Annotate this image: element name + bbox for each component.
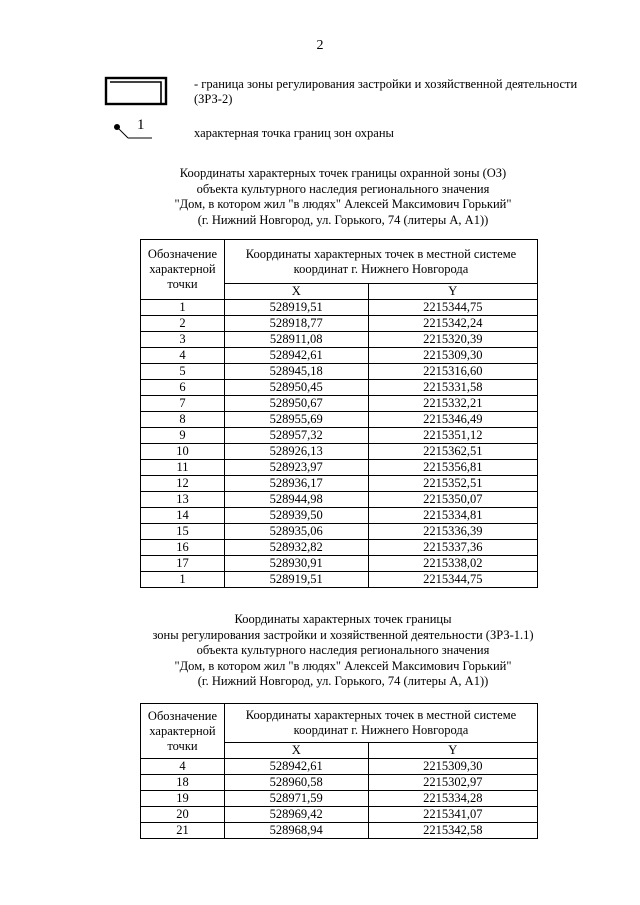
point-number-cell: 8 [141,412,225,428]
point-number-cell: 2 [141,316,225,332]
x-coordinate-cell: 528923,97 [224,460,368,476]
characteristic-point-icon [112,121,154,145]
point-number-cell: 18 [141,775,225,791]
legend-zone-text: - граница зоны регулирования застройки и хозяйственной деятельности (ЗРЗ-2) [194,77,578,106]
legend-point-text: характерная точка границ зон охраны [194,126,394,140]
x-coordinate-cell: 528911,08 [224,332,368,348]
table-row [141,759,538,775]
point-number-cell: 21 [141,823,225,839]
x-coordinate-cell: 528944,98 [224,492,368,508]
x-coordinate-cell: 528950,45 [224,380,368,396]
y-coordinate-cell: 2215316,60 [368,364,538,380]
x-coordinate-cell: 528919,51 [224,572,368,588]
point-number-cell: 14 [141,508,225,524]
y-coordinate-cell: 2215344,75 [368,572,538,588]
point-number-cell: 11 [141,460,225,476]
table-row [141,508,538,524]
table-row [141,364,538,380]
caption-line: (г. Нижний Новгород, ул. Горького, 74 (литеры А, А1)) [197,674,489,688]
y-coordinate-cell: 2215342,24 [368,316,538,332]
x-coordinate-cell: 528919,51 [224,300,368,316]
header-coords: Координаты характерных точек в местной системе координат г. Нижнего Новгорода [224,240,537,284]
header-y: Y [368,284,538,300]
y-coordinate-cell: 2215352,51 [368,476,538,492]
y-coordinate-cell: 2215341,07 [368,807,538,823]
header-x: X [224,284,368,300]
x-coordinate-cell: 528969,42 [224,807,368,823]
point-number-cell: 15 [141,524,225,540]
header-coords: Координаты характерных точек в местной системе координат г. Нижнего Новгорода [224,704,537,743]
y-coordinate-cell: 2215334,81 [368,508,538,524]
x-coordinate-cell: 528942,61 [224,348,368,364]
y-coordinate-cell: 2215356,81 [368,460,538,476]
y-coordinate-cell: 2215350,07 [368,492,538,508]
caption-line: объекта культурного наследия регионального значения [196,181,490,196]
table-row [141,412,538,428]
point-number-cell: 4 [141,759,225,775]
x-coordinate-cell: 528936,17 [224,476,368,492]
y-coordinate-cell: 2215331,58 [368,380,538,396]
y-coordinate-cell: 2215320,39 [368,332,538,348]
caption-line: Координаты характерных точек границы охранной зоны (ОЗ) [179,166,507,180]
y-coordinate-cell: 2215309,30 [368,348,538,364]
table-row [141,460,538,476]
table-row [141,807,538,823]
table-row [141,428,538,444]
x-coordinate-cell: 528932,82 [224,540,368,556]
x-coordinate-cell: 528942,61 [224,759,368,775]
zrz-coordinates-table [140,703,538,839]
y-coordinate-cell: 2215351,12 [368,428,538,444]
x-coordinate-cell: 528968,94 [224,823,368,839]
point-number-cell: 19 [141,791,225,807]
point-number-cell: 16 [141,540,225,556]
caption-line: Координаты характерных точек границы [234,612,452,626]
header-point: Обозначение характерной точки [141,240,225,300]
point-number-cell: 1 [141,572,225,588]
point-number-cell: 6 [141,380,225,396]
y-coordinate-cell: 2215309,30 [368,759,538,775]
table-row [141,444,538,460]
caption-line: "Дом, в котором жил "в людях" Алексей Максимович Горький" [174,658,512,673]
table-row [141,476,538,492]
table-row [141,540,538,556]
oz-coordinates-table [140,239,538,588]
y-coordinate-cell: 2215338,02 [368,556,538,572]
point-number-cell: 9 [141,428,225,444]
table-row [141,332,538,348]
caption-line: объекта культурного наследия регионального значения [196,643,490,657]
header-x: X [224,743,368,759]
point-number-cell: 20 [141,807,225,823]
zone-boundary-symbol-icon [104,76,170,106]
table-row [141,524,538,540]
y-coordinate-cell: 2215302,97 [368,775,538,791]
point-number-cell: 13 [141,492,225,508]
x-coordinate-cell: 528957,32 [224,428,368,444]
header-point: Обозначение характерной точки [141,704,225,759]
y-coordinate-cell: 2215334,28 [368,791,538,807]
x-coordinate-cell: 528939,50 [224,508,368,524]
table-row [141,556,538,572]
y-coordinate-cell: 2215336,39 [368,524,538,540]
y-coordinate-cell: 2215346,49 [368,412,538,428]
table-row [141,775,538,791]
table-row [141,348,538,364]
y-coordinate-cell: 2215342,58 [368,823,538,839]
caption-line: (г. Нижний Новгород, ул. Горького, 74 (литеры А, А1)) [197,212,489,227]
page-number: 2 [316,38,324,53]
table-row [141,791,538,807]
point-number-cell: 7 [141,396,225,412]
table1-caption [0,166,640,228]
legend-point-label: 1 [137,117,145,133]
y-coordinate-cell: 2215337,36 [368,540,538,556]
y-coordinate-cell: 2215362,51 [368,444,538,460]
point-number-cell: 3 [141,332,225,348]
y-coordinate-cell: 2215332,21 [368,396,538,412]
caption-line: "Дом, в котором жил "в людях" Алексей Максимович Горький" [174,197,512,211]
table-row [141,300,538,316]
point-number-cell: 5 [141,364,225,380]
table-row [141,572,538,588]
point-number-cell: 4 [141,348,225,364]
x-coordinate-cell: 528950,67 [224,396,368,412]
table-row [141,823,538,839]
point-number-cell: 1 [141,300,225,316]
x-coordinate-cell: 528935,06 [224,524,368,540]
table-row [141,492,538,508]
x-coordinate-cell: 528930,91 [224,556,368,572]
x-coordinate-cell: 528960,58 [224,775,368,791]
point-number-cell: 17 [141,556,225,572]
x-coordinate-cell: 528955,69 [224,412,368,428]
table-row [141,316,538,332]
x-coordinate-cell: 528926,13 [224,444,368,460]
point-number-cell: 10 [141,444,225,460]
table-row [141,396,538,412]
x-coordinate-cell: 528971,59 [224,791,368,807]
x-coordinate-cell: 528945,18 [224,364,368,380]
caption-line: зоны регулирования застройки и хозяйственной деятельности (ЗРЗ-1.1) [152,627,534,642]
y-coordinate-cell: 2215344,75 [368,300,538,316]
table-row [141,380,538,396]
header-y: Y [368,743,538,759]
point-number-cell: 12 [141,476,225,492]
x-coordinate-cell: 528918,77 [224,316,368,332]
table2-caption [0,612,640,690]
